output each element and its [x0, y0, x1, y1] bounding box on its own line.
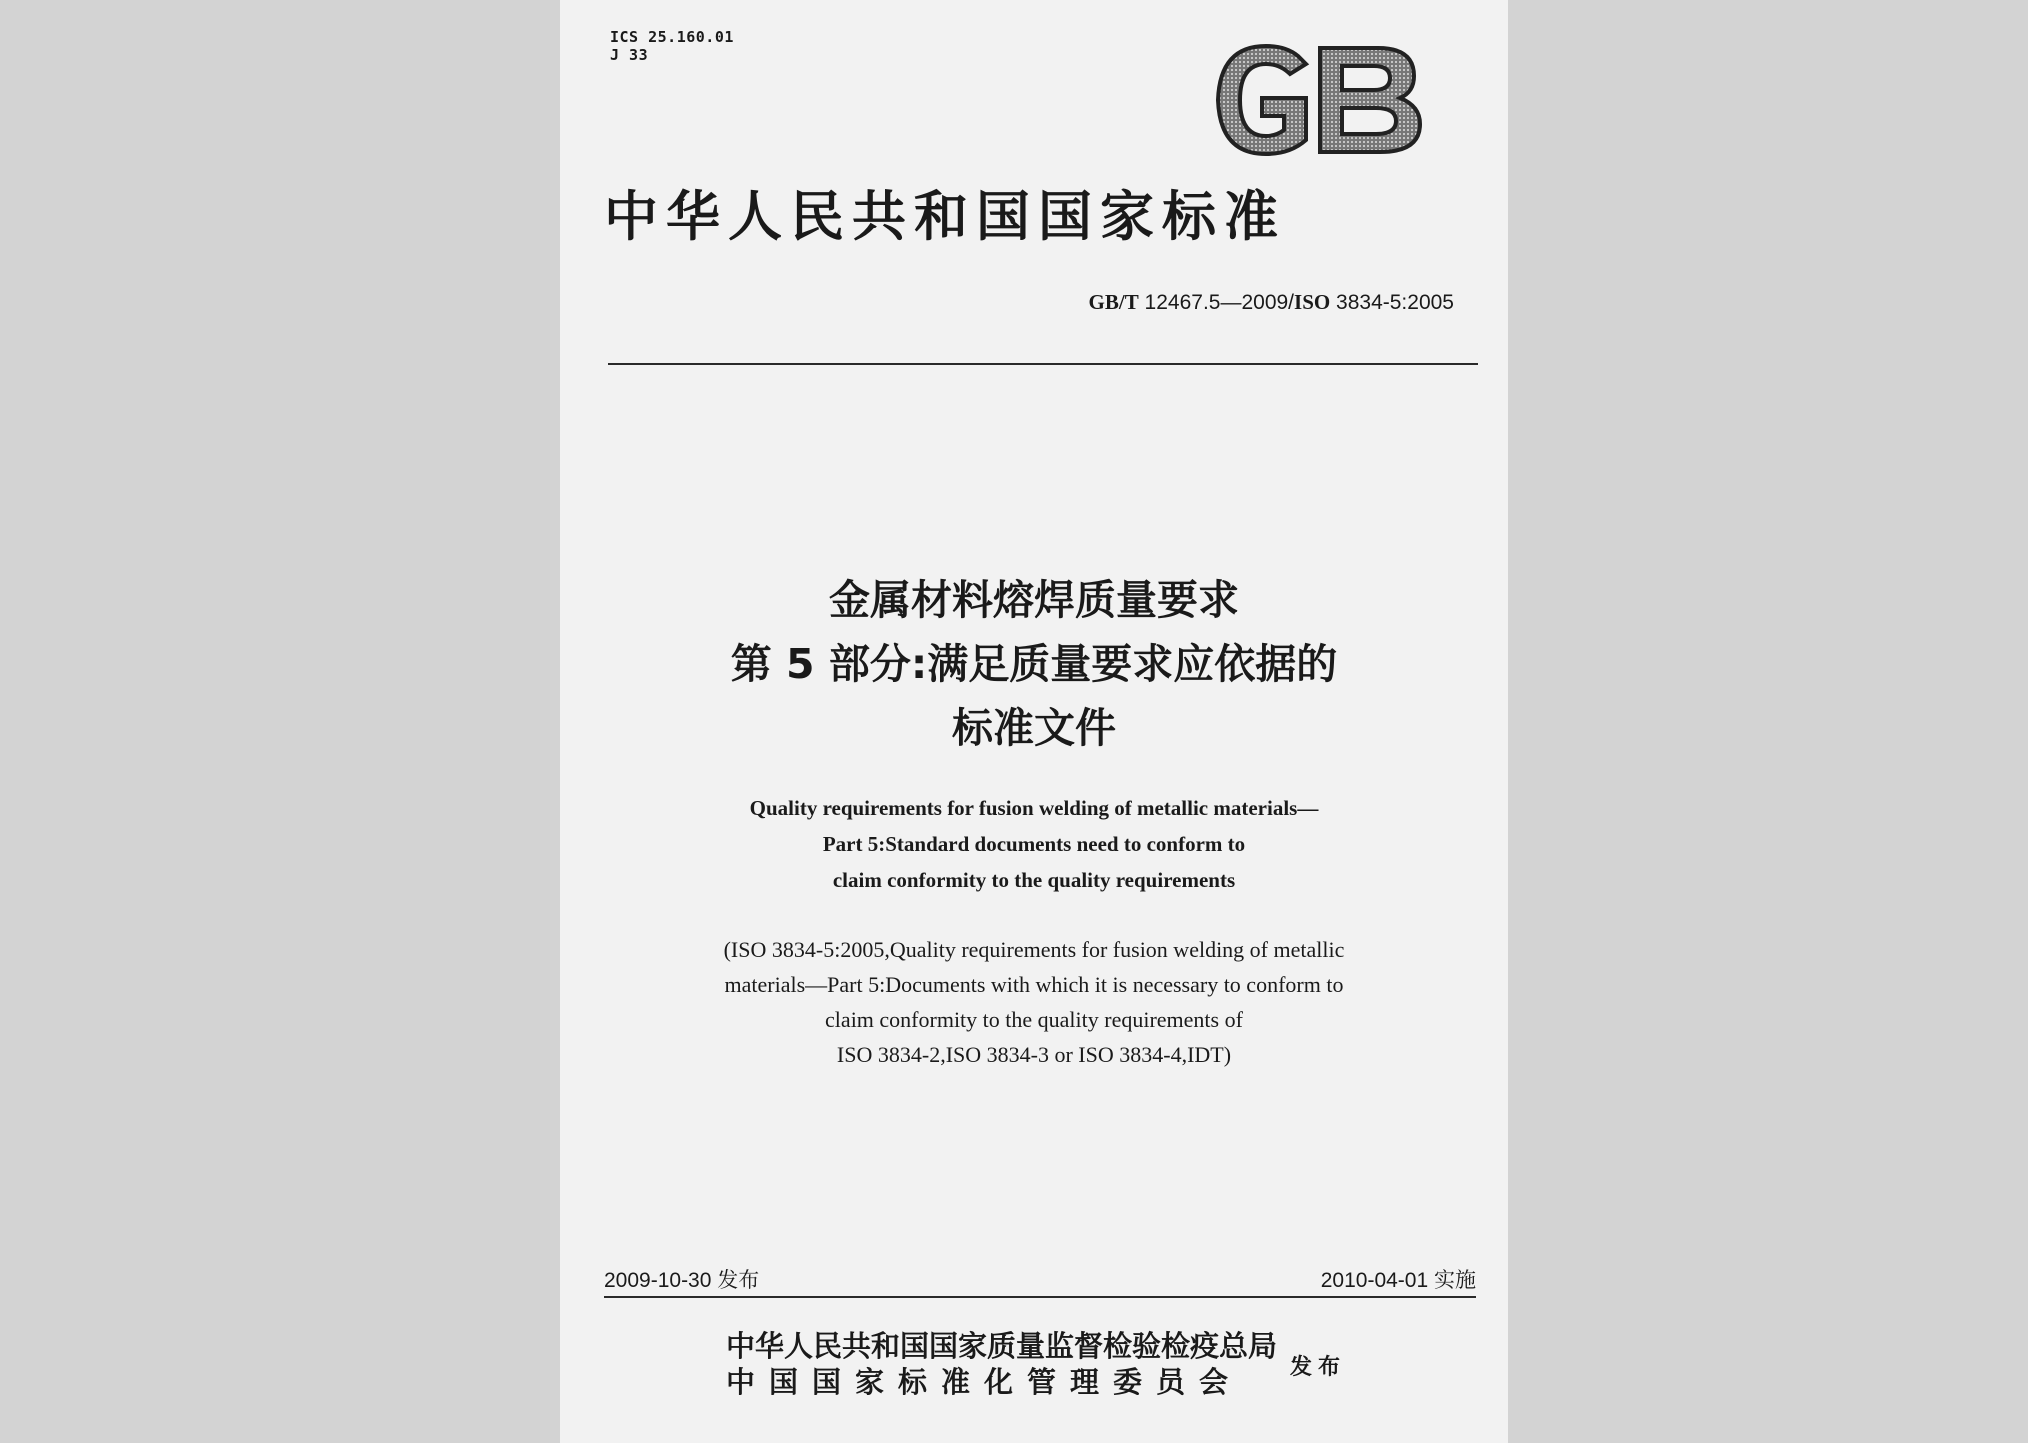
ccs-code: J 33	[610, 46, 649, 64]
document-page	[560, 0, 1508, 1443]
footer-divider	[604, 1296, 1476, 1298]
iso-note-line-1: (ISO 3834-5:2005,Quality requirements for fusion welding of metallic	[723, 937, 1345, 962]
standard-number	[1089, 290, 1454, 315]
iso-note-line-4: ISO 3834-2,ISO 3834-3 or ISO 3834-4,IDT)	[836, 1042, 1232, 1067]
national-standard-heading: 中华人民共和国国家标准	[604, 184, 1286, 248]
std-iso-prefix: ISO	[1294, 290, 1331, 314]
en-title-line-3: claim conformity to the quality requirements	[832, 868, 1236, 892]
cn-title-line-2: 第 5 部分:满足质量要求应依据的	[730, 640, 1338, 688]
cn-title-line-3: 标准文件	[952, 704, 1116, 752]
issuer-2: 中国国家标准化管理委员会	[726, 1365, 1243, 1399]
iso-note-line-3: claim conformity to the quality requirements of	[825, 1007, 1243, 1032]
en-title-line-2: Part 5:Standard documents need to conform to	[822, 832, 1246, 856]
issue-date: 2009-10-30 发布	[604, 1269, 760, 1292]
english-title	[560, 790, 1508, 898]
en-title-line-1: Quality requirements for fusion welding of metallic materials—	[749, 796, 1319, 820]
issuer-1: 中华人民共和国国家质量监督检验检疫总局	[726, 1329, 1278, 1363]
std-iso-code: 3834-5:2005	[1336, 291, 1454, 314]
header-divider	[608, 363, 1478, 365]
std-code: 12467.5—2009/	[1144, 291, 1295, 314]
iso-equivalence-note	[560, 932, 1508, 1072]
gb-logo-icon	[1210, 44, 1426, 156]
publish-label: 发布	[1290, 1354, 1347, 1380]
classification-codes	[610, 28, 734, 64]
ics-code: ICS 25.160.01	[610, 28, 734, 46]
chinese-title	[560, 568, 1508, 760]
iso-note-line-2: materials—Part 5:Documents with which it is necessary to conform to	[724, 972, 1344, 997]
effective-date: 2010-04-01 实施	[1320, 1269, 1476, 1292]
std-prefix: GB/T	[1088, 290, 1139, 314]
cn-title-line-1: 金属材料熔焊质量要求	[829, 576, 1239, 624]
issuing-authorities	[726, 1328, 1277, 1400]
